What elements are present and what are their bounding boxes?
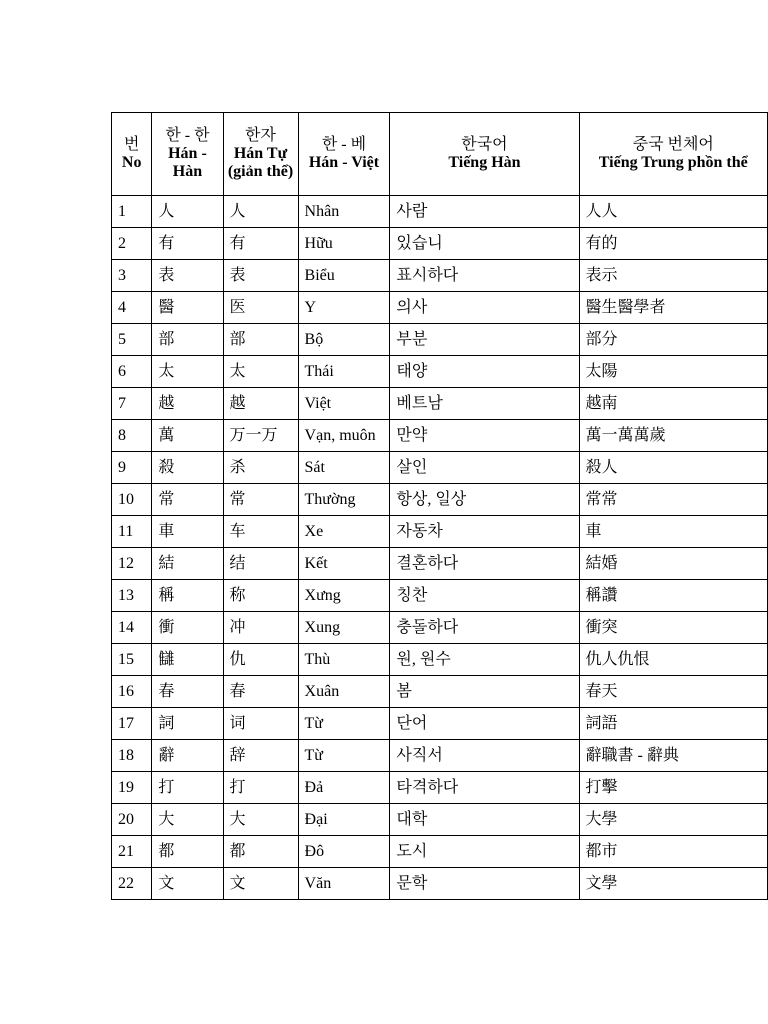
header-han-han-label: Hán - Hàn bbox=[168, 145, 207, 180]
cell-tieng-trung: 打擊 bbox=[579, 772, 768, 804]
cell-tieng-han: 대학 bbox=[390, 804, 579, 836]
table-row bbox=[112, 836, 768, 868]
cell-han-viet: Từ bbox=[298, 740, 390, 772]
cell-tieng-trung: 詞語 bbox=[579, 708, 768, 740]
table-row bbox=[112, 772, 768, 804]
cell-tieng-han: 표시하다 bbox=[390, 260, 579, 292]
cell-number: 3 bbox=[112, 260, 152, 292]
cell-han-tu: 词 bbox=[223, 708, 298, 740]
cell-han-tu: 仇 bbox=[223, 644, 298, 676]
cell-number: 2 bbox=[112, 228, 152, 260]
cell-number: 13 bbox=[112, 580, 152, 612]
table-row bbox=[112, 804, 768, 836]
cell-tieng-trung: 人人 bbox=[579, 196, 768, 228]
cell-number: 17 bbox=[112, 708, 152, 740]
cell-han-han: 打 bbox=[152, 772, 223, 804]
cell-number: 19 bbox=[112, 772, 152, 804]
cell-han-viet: Sát bbox=[298, 452, 390, 484]
cell-tieng-trung: 車 bbox=[579, 516, 768, 548]
table-row bbox=[112, 548, 768, 580]
table-header-row bbox=[112, 113, 768, 196]
table-row bbox=[112, 676, 768, 708]
cell-tieng-han: 살인 bbox=[390, 452, 579, 484]
cell-han-viet: Thái bbox=[298, 356, 390, 388]
cell-tieng-han: 의사 bbox=[390, 292, 579, 324]
cell-number: 6 bbox=[112, 356, 152, 388]
cell-han-tu: 人 bbox=[223, 196, 298, 228]
cell-han-tu: 打 bbox=[223, 772, 298, 804]
cell-han-tu: 万一万 bbox=[223, 420, 298, 452]
cell-number: 8 bbox=[112, 420, 152, 452]
cell-tieng-han: 자동차 bbox=[390, 516, 579, 548]
cell-tieng-han: 결혼하다 bbox=[390, 548, 579, 580]
table-row bbox=[112, 516, 768, 548]
cell-han-tu: 杀 bbox=[223, 452, 298, 484]
cell-han-tu: 医 bbox=[223, 292, 298, 324]
cell-tieng-han: 사직서 bbox=[390, 740, 579, 772]
cell-tieng-trung: 都市 bbox=[579, 836, 768, 868]
table-row bbox=[112, 580, 768, 612]
cell-han-viet: Văn bbox=[298, 868, 390, 900]
cell-han-tu: 车 bbox=[223, 516, 298, 548]
cell-han-tu: 太 bbox=[223, 356, 298, 388]
header-han-han-korean: 한 - 한 bbox=[165, 127, 210, 144]
cell-han-viet: Xe bbox=[298, 516, 390, 548]
header-tieng-han-korean: 한국어 bbox=[461, 136, 508, 153]
cell-number: 16 bbox=[112, 676, 152, 708]
cell-han-tu: 春 bbox=[223, 676, 298, 708]
cell-han-han: 越 bbox=[152, 388, 223, 420]
table-row bbox=[112, 292, 768, 324]
cell-han-han: 車 bbox=[152, 516, 223, 548]
cell-tieng-trung: 稱讚 bbox=[579, 580, 768, 612]
cell-number: 9 bbox=[112, 452, 152, 484]
cell-han-han: 辭 bbox=[152, 740, 223, 772]
cell-tieng-trung: 有的 bbox=[579, 228, 768, 260]
cell-han-han: 衝 bbox=[152, 612, 223, 644]
cell-han-viet: Đả bbox=[298, 772, 390, 804]
cell-tieng-han: 부분 bbox=[390, 324, 579, 356]
table-row bbox=[112, 260, 768, 292]
cell-han-viet: Bộ bbox=[298, 324, 390, 356]
cell-number: 7 bbox=[112, 388, 152, 420]
cell-han-tu: 部 bbox=[223, 324, 298, 356]
cell-han-tu: 常 bbox=[223, 484, 298, 516]
cell-tieng-han: 단어 bbox=[390, 708, 579, 740]
cell-han-viet: Đại bbox=[298, 804, 390, 836]
cell-han-viet: Y bbox=[298, 292, 390, 324]
table-row bbox=[112, 196, 768, 228]
cell-han-han: 太 bbox=[152, 356, 223, 388]
cell-han-han: 醫 bbox=[152, 292, 223, 324]
header-tieng-trung-korean: 중국 번체어 bbox=[632, 136, 714, 153]
cell-tieng-trung: 部分 bbox=[579, 324, 768, 356]
table-row bbox=[112, 868, 768, 900]
cell-tieng-han: 원, 원수 bbox=[390, 644, 579, 676]
cell-number: 15 bbox=[112, 644, 152, 676]
cell-tieng-trung: 衝突 bbox=[579, 612, 768, 644]
header-tieng-han bbox=[390, 113, 579, 196]
cell-tieng-trung: 表示 bbox=[579, 260, 768, 292]
cell-han-tu: 表 bbox=[223, 260, 298, 292]
header-han-viet-korean: 한 - 베 bbox=[321, 136, 367, 153]
cell-han-han: 詞 bbox=[152, 708, 223, 740]
cell-han-han: 文 bbox=[152, 868, 223, 900]
table-row bbox=[112, 644, 768, 676]
header-han-viet bbox=[298, 113, 390, 196]
cell-number: 14 bbox=[112, 612, 152, 644]
cell-tieng-han: 문학 bbox=[390, 868, 579, 900]
cell-han-tu: 辞 bbox=[223, 740, 298, 772]
cell-tieng-han: 충돌하다 bbox=[390, 612, 579, 644]
cell-tieng-trung: 萬一萬萬歲 bbox=[579, 420, 768, 452]
table-row bbox=[112, 388, 768, 420]
cell-han-viet: Biểu bbox=[298, 260, 390, 292]
cell-han-viet: Thường bbox=[298, 484, 390, 516]
header-han-tu-korean: 한자 bbox=[245, 127, 276, 144]
cell-han-han: 大 bbox=[152, 804, 223, 836]
cell-number: 5 bbox=[112, 324, 152, 356]
cell-han-tu: 越 bbox=[223, 388, 298, 420]
cell-han-han: 讎 bbox=[152, 644, 223, 676]
cell-han-han: 春 bbox=[152, 676, 223, 708]
cell-han-viet: Xung bbox=[298, 612, 390, 644]
header-han-han bbox=[152, 113, 223, 196]
cell-tieng-han: 사람 bbox=[390, 196, 579, 228]
cell-tieng-han: 칭찬 bbox=[390, 580, 579, 612]
cell-tieng-trung: 殺人 bbox=[579, 452, 768, 484]
table-row bbox=[112, 420, 768, 452]
table-row bbox=[112, 740, 768, 772]
cell-tieng-trung: 春天 bbox=[579, 676, 768, 708]
header-han-tu bbox=[223, 113, 298, 196]
cell-tieng-trung: 辭職書 - 辭典 bbox=[579, 740, 768, 772]
cell-han-han: 稱 bbox=[152, 580, 223, 612]
header-han-tu-label: Hán Tự (giản thể) bbox=[227, 145, 294, 180]
cell-tieng-han: 항상, 일상 bbox=[390, 484, 579, 516]
cell-tieng-han: 타격하다 bbox=[390, 772, 579, 804]
cell-number: 11 bbox=[112, 516, 152, 548]
cell-han-han: 結 bbox=[152, 548, 223, 580]
header-no-korean: 번 bbox=[123, 136, 140, 153]
table-row bbox=[112, 612, 768, 644]
cell-han-tu: 文 bbox=[223, 868, 298, 900]
cell-tieng-trung: 越南 bbox=[579, 388, 768, 420]
cell-number: 18 bbox=[112, 740, 152, 772]
cell-han-han: 殺 bbox=[152, 452, 223, 484]
cell-han-han: 常 bbox=[152, 484, 223, 516]
cell-number: 21 bbox=[112, 836, 152, 868]
cell-han-viet: Vạn, muôn bbox=[298, 420, 390, 452]
cell-number: 1 bbox=[112, 196, 152, 228]
table-row bbox=[112, 452, 768, 484]
cell-number: 12 bbox=[112, 548, 152, 580]
table-row bbox=[112, 484, 768, 516]
cell-han-han: 表 bbox=[152, 260, 223, 292]
header-tieng-trung-label: Tiếng Trung phồn thể bbox=[598, 154, 748, 171]
cell-han-tu: 结 bbox=[223, 548, 298, 580]
cell-han-han: 都 bbox=[152, 836, 223, 868]
cell-number: 10 bbox=[112, 484, 152, 516]
table-body bbox=[112, 196, 768, 900]
cell-tieng-trung: 仇人仇恨 bbox=[579, 644, 768, 676]
cell-han-viet: Đô bbox=[298, 836, 390, 868]
cell-tieng-trung: 醫生醫學者 bbox=[579, 292, 768, 324]
cell-han-viet: Xưng bbox=[298, 580, 390, 612]
cell-tieng-han: 태양 bbox=[390, 356, 579, 388]
cell-han-han: 人 bbox=[152, 196, 223, 228]
cell-number: 22 bbox=[112, 868, 152, 900]
cell-han-tu: 有 bbox=[223, 228, 298, 260]
cell-number: 20 bbox=[112, 804, 152, 836]
cell-han-han: 有 bbox=[152, 228, 223, 260]
cell-han-viet: Nhân bbox=[298, 196, 390, 228]
header-no-label: No bbox=[121, 154, 142, 171]
cell-han-viet: Từ bbox=[298, 708, 390, 740]
cell-tieng-han: 있습니 bbox=[390, 228, 579, 260]
cell-tieng-han: 도시 bbox=[390, 836, 579, 868]
cell-tieng-trung: 文學 bbox=[579, 868, 768, 900]
table-row bbox=[112, 708, 768, 740]
cell-han-tu: 都 bbox=[223, 836, 298, 868]
cell-han-viet: Thù bbox=[298, 644, 390, 676]
header-no bbox=[112, 113, 152, 196]
cell-tieng-trung: 大學 bbox=[579, 804, 768, 836]
header-han-viet-label: Hán - Việt bbox=[308, 154, 380, 171]
header-tieng-han-label: Tiếng Hàn bbox=[448, 154, 521, 171]
table-row bbox=[112, 324, 768, 356]
cell-han-tu: 冲 bbox=[223, 612, 298, 644]
cell-tieng-trung: 太陽 bbox=[579, 356, 768, 388]
cell-tieng-han: 베트남 bbox=[390, 388, 579, 420]
cell-han-tu: 称 bbox=[223, 580, 298, 612]
cell-han-han: 部 bbox=[152, 324, 223, 356]
header-tieng-trung bbox=[579, 113, 768, 196]
cell-han-viet: Hữu bbox=[298, 228, 390, 260]
cell-han-viet: Kết bbox=[298, 548, 390, 580]
table-row bbox=[112, 356, 768, 388]
cell-han-viet: Xuân bbox=[298, 676, 390, 708]
cell-tieng-trung: 常常 bbox=[579, 484, 768, 516]
table-row bbox=[112, 228, 768, 260]
vocabulary-table bbox=[111, 112, 768, 900]
cell-han-viet: Việt bbox=[298, 388, 390, 420]
cell-han-han: 萬 bbox=[152, 420, 223, 452]
cell-han-tu: 大 bbox=[223, 804, 298, 836]
cell-number: 4 bbox=[112, 292, 152, 324]
cell-tieng-trung: 結婚 bbox=[579, 548, 768, 580]
cell-tieng-han: 만약 bbox=[390, 420, 579, 452]
cell-tieng-han: 봄 bbox=[390, 676, 579, 708]
